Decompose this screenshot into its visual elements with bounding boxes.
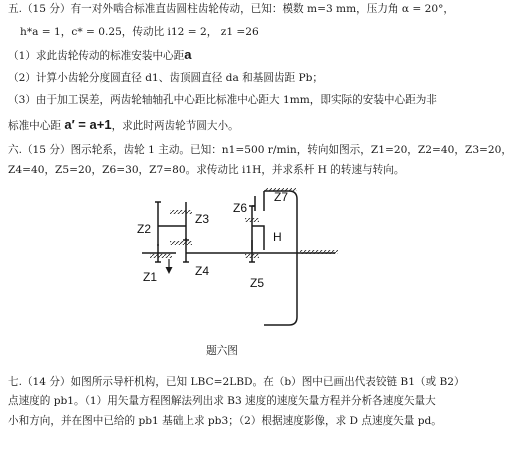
ring-gear-z7 [252, 191, 264, 211]
q5-item-3-prefix: 标准中心距 [8, 120, 61, 132]
label-z6: Z6 [233, 201, 248, 215]
figure-caption: 题六图 [206, 345, 238, 357]
q5-item-1-text: （1）求此齿轮传动的标准安装中心距 [8, 50, 185, 62]
q7-line-1: 七.（14 分）如图所示导杆机构，已知 LBC=2LBD。在（b）图中已画出代表铰链 B1（或 B2） [8, 376, 465, 388]
carrier-h [252, 226, 264, 250]
q5-item-3-continued [8, 118, 239, 133]
q7-line-2: 点速度的 pb1。（1）用矢量方程图解法列出求 B3 速度的速度矢量方程并分析各速度矢量大 [8, 395, 436, 407]
gear-train-diagram [0, 176, 444, 336]
label-z5: Z5 [250, 276, 265, 290]
q5-item-1 [8, 48, 191, 63]
q5-item-1-symbol: a [184, 47, 192, 62]
q6-line-2: Z4=40，Z5=20，Z6=30，Z7=80。求传动比 i1H，并求系杆 H 的转速与转向。 [8, 164, 405, 176]
label-z3: Z3 [195, 212, 210, 226]
q6-line-1: 六.（15 分）图示轮系，齿轮 1 主动。已知：n1=500 r/min，转向如图示，Z1=20，Z2=40，Z3=20， [8, 144, 512, 156]
q5-line-1: 五.（15 分）有一对外啮合标准直齿圆柱齿轮传动，已知：模数 m=3 mm，压力角 α = 20°， [8, 3, 455, 15]
rotation-arrow-icon [166, 259, 173, 274]
label-h: H [273, 230, 282, 244]
q5-line-2: h*a = 1，c* = 0.25，传动比 i12 = 2， z1 =26 [20, 26, 259, 38]
q5-item-3: （3）由于加工误差，两齿轮轴轴孔中心距比标准中心距大 1mm，即实际的安装中心距为非 [8, 94, 437, 106]
label-z1: Z1 [143, 270, 158, 284]
q5-item-3-formula: a′ = a+1 [64, 117, 112, 132]
frame-supports [150, 188, 338, 258]
label-z2: Z2 [137, 222, 152, 236]
q7-line-3: 小和方向，并在图中已给的 pb1 基础上求 pb3；（2）根据速度影像，求 D 点速度矢量 pd。 [8, 415, 442, 427]
label-z4: Z4 [195, 264, 210, 278]
q5-item-3-suffix: ，求此时两齿轮节圆大小。 [111, 120, 239, 132]
label-z7: Z7 [274, 190, 289, 204]
q5-item-2: （2）计算小齿轮分度圆直径 d1、齿顶圆直径 da 和基圆齿距 Pb； [8, 72, 323, 84]
